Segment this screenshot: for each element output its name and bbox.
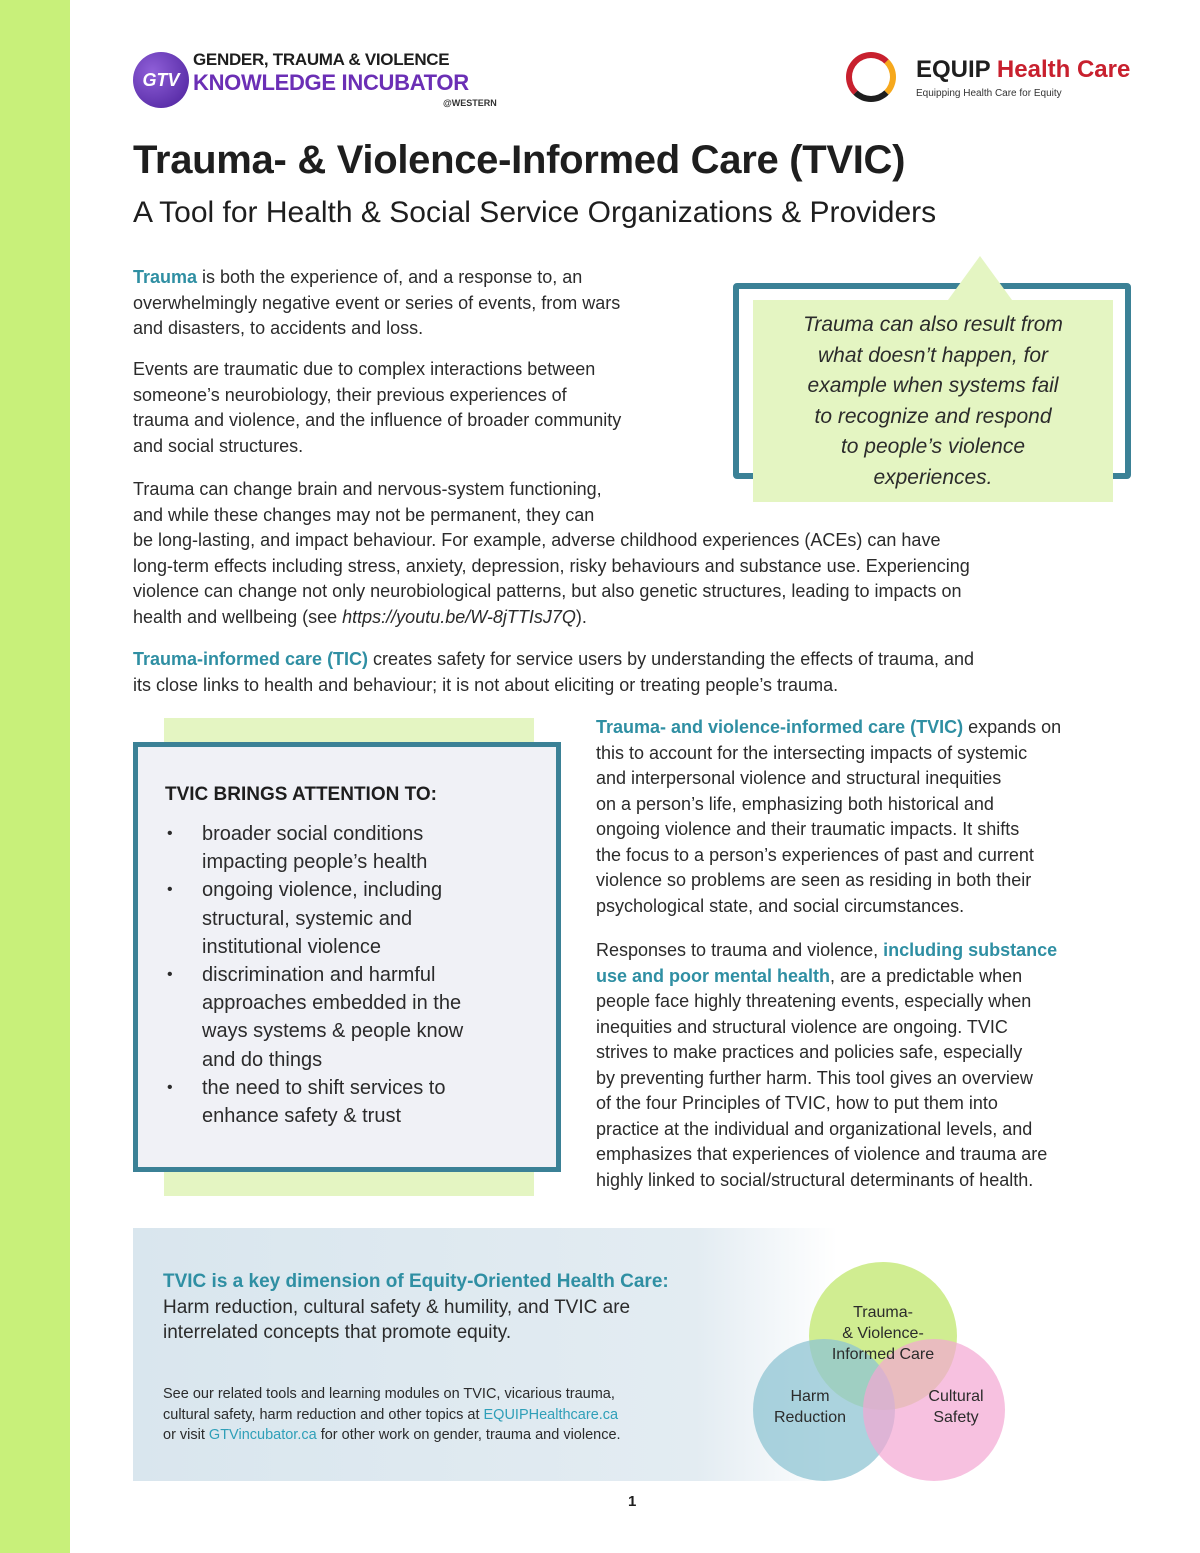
item-line: enhance safety & trust [202,1105,402,1128]
item-line: the need to shift services to [202,1076,446,1099]
gtv-logo-line1: GENDER, TRAUMA & VIOLENCE [193,50,450,69]
quote-line: to people’s violence [840,435,1026,458]
gtv-incubator-link[interactable]: GTVincubator.ca [208,1427,317,1443]
text-line: health and wellbeing (see [133,606,343,627]
text-line: the focus to a person’s experiences of past and current [596,844,1034,865]
equip-ring-icon [846,52,896,102]
youtube-link[interactable]: https://youtu.be/W-8jTTIsJ7Q [342,606,576,627]
list-item [165,961,525,1074]
quote-line: what doesn’t happen, for [818,343,1048,367]
callout-notch [948,256,1012,300]
text-line: Trauma can change brain and nervous-system functioning, [133,479,602,499]
term-tic: Trauma-informed care (TIC) [133,649,369,669]
equip-name-part2: Health Care [996,56,1131,83]
gtv-logo-line3: @WESTERN [443,98,497,108]
text-line: its close links to health and behaviour; it is not about eliciting or treating people’s trauma. [133,674,839,695]
item-line: and do things [202,1048,323,1071]
page-title: Trauma- & Violence-Informed Care (TVIC) [133,138,906,182]
attention-box-title: TVIC BRINGS ATTENTION TO: [165,784,437,805]
bullet: • [167,1078,173,1096]
equip-healthcare-link[interactable]: EQUIPHealthcare.ca [483,1406,619,1423]
text-line: on a person’s life, emphasizing both historical and [596,793,994,814]
equip-logo-name [916,56,1130,84]
venn-label-tvic-line1: Trauma- [853,1304,913,1321]
text-line: inequities and structural violence are ongoing. TVIC [596,1016,1008,1037]
text-line: ongoing violence and their traumatic impacts. It shifts [596,819,1020,839]
text-line: cultural safety, harm reduction and other topics at [163,1406,484,1423]
venn-label-cultural-line1: Cultural [928,1388,984,1405]
text-line: and interpersonal violence and structural inequities [596,768,1002,788]
text-line: of the four Principles of TVIC, how to put them into [596,1093,998,1113]
page-subtitle: A Tool for Health & Social Service Organizations & Providers [133,196,937,229]
venn-diagram [740,1243,1030,1483]
item-line: impacting people’s health [202,851,428,874]
attention-list [165,820,525,1130]
text-line: , are a predictable when [830,965,1023,986]
intro-paragraph-4 [133,647,974,698]
list-item [165,876,525,961]
text-line: Responses to trauma and violence, [596,940,884,960]
venn-label-harm-line2: Reduction [773,1409,847,1426]
gtv-logo [133,46,513,116]
item-line: discrimination and harmful [202,964,436,987]
text-line: expands on [963,717,1062,737]
list-item [165,820,525,876]
text-line: by preventing further harm. This tool gives an overview [596,1067,1033,1088]
page-number: 1 [628,1493,637,1510]
term-trauma: Trauma [133,267,198,287]
text-line: interrelated concepts that promote equity. [163,1322,512,1343]
text-line: long-term effects including stress, anxiety, depression, risky behaviours and substance use. Experiencing [133,555,970,576]
text-line: psychological state, and social circumstances. [596,895,965,916]
intro-paragraph-2 [133,357,621,459]
bullet: • [167,881,173,899]
responses-paragraph [596,938,1057,1193]
item-line: ways systems & people know [202,1020,464,1043]
equip-tagline: Equipping Health Care for Equity [916,88,1062,99]
gtv-badge: GTV [133,52,189,108]
text-line: emphasizes that experiences of violence and trauma are [596,1144,1048,1164]
highlight-substance: including substance [883,940,1058,960]
venn-label-cultural-line2: Safety [933,1409,979,1426]
venn-label-tvic-line2: & Violence- [842,1325,924,1342]
left-accent-bar [0,0,70,1553]
text-line: See our related tools and learning modules on TVIC, vicarious trauma, [163,1386,615,1402]
quote-line: to recognize and respond [814,404,1052,428]
text-line: trauma and violence, and the influence of broader community [133,410,622,430]
item-line: institutional violence [202,935,381,958]
intro-paragraph-1 [133,265,620,342]
bullet: • [167,825,173,842]
equip-logo [842,50,1142,114]
item-line: structural, systemic and [202,907,413,930]
equip-name-part1: EQUIP [916,56,991,83]
text-line: or visit [163,1427,209,1443]
text-line: and disasters, to accidents and loss. [133,318,424,338]
quote-line: example when systems fail [807,374,1059,397]
callout-quote [753,300,1113,502]
text-line: Events are traumatic due to complex interactions between [133,359,596,379]
text-line: for other work on gender, trauma and violence. [316,1427,621,1443]
highlight-mental-health: use and poor mental health [596,965,831,986]
quote-line: experiences. [873,465,993,489]
text-line: people face highly threatening events, especially when [596,991,1032,1011]
quote-line: Trauma can also result from [803,313,1063,336]
text-line: someone’s neurobiology, their previous experiences of [133,384,567,405]
term-tvic: Trauma- and violence-informed care (TVIC) [596,717,964,737]
equity-heading: TVIC is a key dimension of Equity-Oriented Health Care: [163,1271,669,1292]
text-line: and while these changes may not be permanent, they can [133,504,595,525]
text-line: Harm reduction, cultural safety & humility, and TVIC are [163,1296,631,1318]
bullet: • [167,966,173,984]
text-line: strives to make practices and policies safe, especially [596,1042,1023,1062]
text-line: violence so problems are seen as residing in both their [596,870,1032,890]
tvic-paragraph [596,715,1061,919]
equity-panel-main [163,1269,723,1346]
text-line: violence can change not only neurobiological patterns, but also genetic structures, leading to impacts on [133,581,962,601]
text-line: this to account for the intersecting impacts of systemic [596,742,1028,763]
gtv-logo-line2: KNOWLEDGE INCUBATOR [193,70,469,95]
text-line: and social structures. [133,435,304,456]
text-line: be long-lasting, and impact behaviour. For example, adverse childhood experiences (ACEs) can have [133,530,941,550]
item-line: broader social conditions [202,823,424,845]
item-line: ongoing violence, including [202,879,443,902]
text-line: highly linked to social/structural determinants of health. [596,1169,1034,1190]
text-line: ). [575,606,587,627]
venn-label-tvic-line3: Informed Care [831,1346,935,1363]
item-line: approaches embedded in the [202,992,462,1015]
text-line: is both the experience of, and a response to, an [197,267,583,287]
equity-panel-links [163,1384,753,1446]
text-line: overwhelmingly negative event or series of events, from wars [133,292,621,313]
text-line: practice at the individual and organizational levels, and [596,1118,1033,1139]
list-item [165,1074,525,1130]
venn-label-harm-line1: Harm [790,1388,830,1405]
text-line: creates safety for service users by understanding the effects of trauma, and [368,649,975,669]
